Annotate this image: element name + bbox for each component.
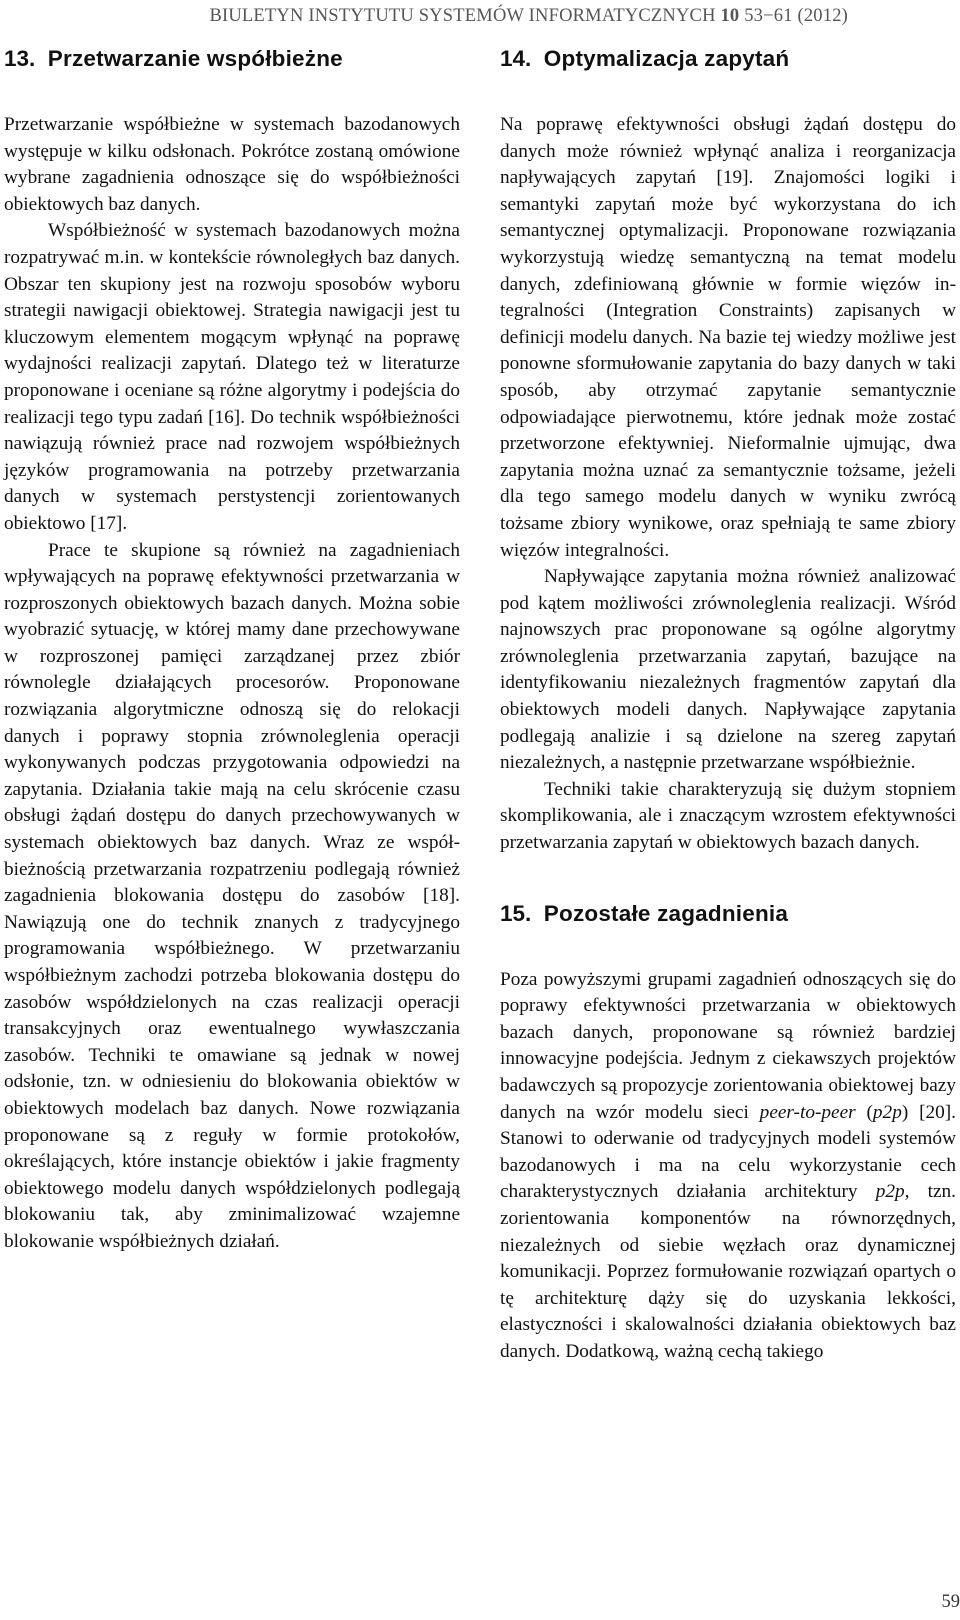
section-15-paragraph-1 [500,967,956,1366]
page-number: 59 [941,1592,960,1612]
left-column [4,44,460,1256]
section-15-number: 15. [500,900,532,926]
section-13-number: 13. [4,46,36,71]
section-15-text-c: ) [20]. Stanowi to oderwanie od tradycyjnych modeli systemów bazodanowych i ma na celu wykorzystanie cech charakterystycznych działania architektury [500,1101,957,1203]
section-13-paragraph-2: Współbieżność w systemach bazodanowych można rozpatrywać m.in. w kontekście równoległych baz danych. Obszar ten skupiony jest na rozwoju sposobów wyboru strategii nawigacji obiektowej. Strategia nawigacji jest tu kluczowym elementem mogącym wpłynąć na poprawę wydajności realizacji zapytań. Dlatego też w literaturze proponowane i oceniane są różne algorytmy i podejścia do realizacji tego typu zadań [16]. Do technik współbieżności nawiązują również prace nad rozwojem współbieżnych języków programowania na potrzeby przetwarzania danych w systemach perstystencji zorientowanych obiektowo [17]. [4,220,460,534]
section-13-paragraph-1: Przetwarzanie współbieżne w systemach bazodanowych występuje w kilku odsłonach. Pokrótce zostaną omówione wybrane zagadnienia odnoszące się do współbieżności obiektowych baz danych. [4,114,460,215]
section-15-body [500,967,956,1366]
section-14-paragraph-3: Techniki takie charakteryzują się dużym stopniem skomplikowania, ale i znaczącym wzrostem efektywności przetwarzania zapytań w obiektowych bazach danych. [500,778,956,854]
page-range: 53−61 (2012) [744,6,848,26]
section-15-term-p2p: p2p [872,1101,902,1123]
right-column [500,44,956,1366]
section-13-paragraph-3: Prace te skupione są również na zagadnieniach wpływających na poprawę efektywności przetwarzania w rozproszonych obiektowych bazach danych. Można sobie wyobrazić sytuację, w której mamy dane przechowywane w rozproszonej pamięci zarządzanej przez zbiór równolegle działających procesorów. Proponowane rozwiązania algorytmiczne odnoszą się do relokacji danych i poprawy stopnia zrównoleglenia operacji wykonywanych podczas przygotowania odpowiedzi na zapytania. Działania takie mają na celu skrócenie czasu obsługi żądań dostępu do danych przechowywanych w systemach obiektowych baz danych. Wraz ze współbieżnością przetwarzania rozpatrzeniu podlegają również zagadnienia blokowania dostępu do zasobów [18]. Nawiązują one do technik znanych z tradycyjnego programowania współbieżnego. W przetwarzaniu współbieżnym zachodzi potrzeba blokowania dostępu do zasobów współdzielonych na czas realizacji operacji transakcyjnych oraz ewentualnego wywłaszczania zasobów. Techniki te omawiane są jednak w nowej odsłonie, tzn. w odniesieniu do blokowania obiektów w obiektowych modelach baz danych. Nowe rozwiązania proponowane są z reguły w formie protokołów, określających, które instancje obiektów i jakie fragmenty obiektowego modelu danych współdzielonych podlegają blokowaniu tak, aby zminimalizować wzajemne blokowanie współbieżnych działań. [4,539,460,1252]
section-15-title: Pozostałe zagadnienia [543,900,789,926]
section-15-term-p2p-2: p2p [875,1181,905,1203]
section-14-paragraph-1: Na poprawę efektywności obsługi żądań dostępu do danych może również wpłynąć analiza i reorganizacja napływających zapytań [19]. Znajomości logiki i semantyki zapytań może być wykorzystana do ich semantycznej optymalizacji. Proponowane rozwiązania wykorzystują wiedzę semantyczną na temat modelu danych, zdefiniowaną głównie w formie więzów integralności (Integration Constraints) zapisanych w definicji modelu danych. Na bazie tej wiedzy możliwe jest ponowne sformułowanie zapytania do bazy danych w taki sposób, aby otrzymać zapytanie semantycznie odpowiadające pierwotnemu, które jednak może zostać przetworzone efektywniej. Nieformalnie ujmując, dwa zapytania można uznać za semantycznie tożsame, jeżeli dla tego samego modelu danych w wyniku zwrócą tożsame zbiory wynikowe, oraz spełniają te same zbiory więzów integralności. [500,114,956,561]
journal-name: BIULETYN INSTYTUTU SYSTEMÓW INFORMATYCZNYCH [209,6,716,26]
section-15-text-a: Poza powyższymi grupami zagadnień odnoszących się do poprawy efektywności przetwarzania w obiektowych bazach danych, proponowane są również bardziej innowacyjne podejścia. Jednym z ciekawszych projektów badawczych są propozycje zorientowania obiektowej bazy danych na wzór modelu sieci [500,968,956,1123]
section-15-heading [500,899,956,929]
section-13-title: Przetwarzanie współbieżne [47,46,343,71]
section-15-term-peer-to-peer: peer-to-peer [759,1101,856,1123]
section-13-body [4,112,460,1256]
section-14-body [500,112,956,857]
section-15-text-d: , tzn. zorientowania komponentów na równorzędnych, niezależnych od siebie węzłach oraz dynamicznej komunikacji. Poprzez formułowanie rozwiązań opartych o tę architekturę dąży się do uzyskania lekkości, elastyczności i skalowalności działania obiektowych baz danych. Dodatkową, ważną cechą takiego [500,1181,956,1362]
issue-number: 10 [720,6,740,26]
section-14-title: Optymalizacja zapytań [543,46,790,71]
section-14-paragraph-2: Napływające zapytania można również analizować pod kątem możliwości zrównoleglenia realizacji. Wśród najnowszych prac proponowane są ogólne algorytmy zrównoleglenia przetwarzania zapytań, bazujące na identyfikowaniu niezależnych fragmentów zapytań dla obiektowych modeli danych. Napływające zapytania podlegają analizie i są dzielone na szereg zapytań niezależnych, a następnie przetwarzane współbieżnie. [500,566,956,774]
section-14-number: 14. [500,46,532,71]
section-14-heading [500,44,956,74]
section-13-heading [4,44,460,74]
running-header [209,6,848,27]
section-15-text-b: ( [855,1101,873,1123]
